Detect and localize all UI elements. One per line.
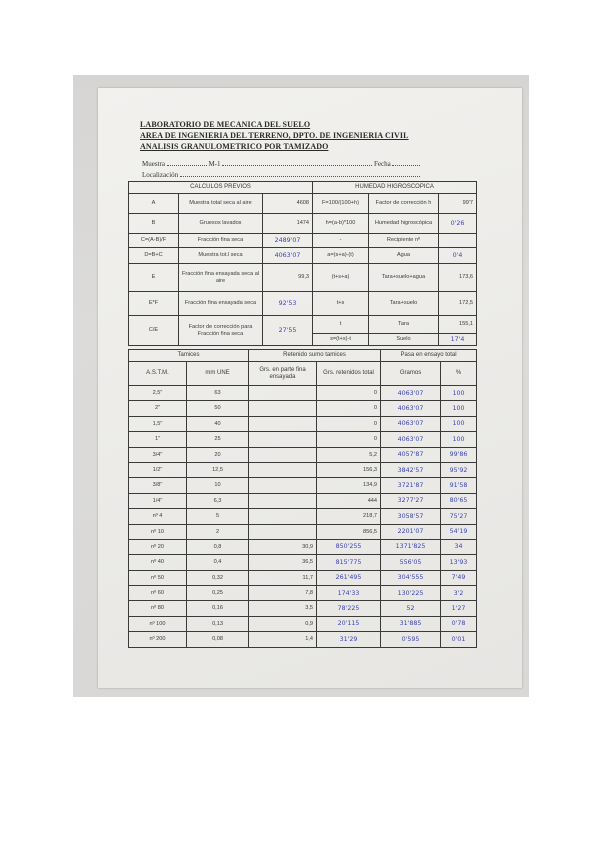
cell-fina [249, 493, 317, 508]
cell-astm: nº 200 [129, 632, 187, 647]
table-row [129, 616, 477, 631]
cell-mm: 0,32 [187, 570, 249, 585]
cell-gramos: 31'885 [381, 616, 441, 631]
table-row [129, 509, 477, 524]
cell-mm: 25 [187, 432, 249, 447]
table-row [129, 555, 477, 570]
calc-key: B [129, 214, 179, 234]
table-row [129, 570, 477, 585]
cell-fina: 0,9 [249, 616, 317, 631]
cell-astm: 2,5" [129, 386, 187, 401]
table-row [129, 539, 477, 554]
calc-desc: Gruesos lavados [179, 214, 263, 234]
cell-gramos: 4063'07 [381, 386, 441, 401]
cell-astm: 3/4" [129, 447, 187, 462]
hum-val: 0'4 [439, 248, 477, 264]
muestra-dots-1 [167, 165, 207, 166]
hum-label: Factor de corrección h [369, 194, 439, 214]
cell-retenido: 444 [317, 493, 381, 508]
col-total: Grs. retenidos total [317, 362, 381, 386]
cell-fina [249, 478, 317, 493]
calculos-previos-table [128, 181, 313, 346]
calc-val: 27'55 [263, 316, 313, 346]
col-mm: mm UNE [187, 362, 249, 386]
hum-formula: a=(s+a)-(t) [313, 248, 369, 264]
cell-pct: 34 [441, 539, 477, 554]
cell-retenido: 174'33 [317, 586, 381, 601]
cell-retenido: 5,2 [317, 447, 381, 462]
calc-val: 2489'07 [263, 234, 313, 248]
table-row [129, 401, 477, 416]
cell-astm: nº 40 [129, 555, 187, 570]
cell-retenido: 261'495 [317, 570, 381, 585]
table-row [129, 416, 477, 431]
col-pasa: Pasa en ensayo total [381, 350, 477, 362]
cell-pct: 100 [441, 432, 477, 447]
cell-mm: 0,4 [187, 555, 249, 570]
cell-mm: 6,3 [187, 493, 249, 508]
cell-retenido: 78'225 [317, 601, 381, 616]
muestra-row [142, 160, 420, 168]
cell-astm: 1,5" [129, 416, 187, 431]
hum-val: 17'4 [439, 334, 477, 346]
cell-pct: 0'01 [441, 632, 477, 647]
cell-fina [249, 509, 317, 524]
calc-key: C/E [129, 316, 179, 346]
cell-astm: 1" [129, 432, 187, 447]
cell-retenido: 31'29 [317, 632, 381, 647]
cell-retenido: 850'255 [317, 539, 381, 554]
cell-mm: 0,25 [187, 586, 249, 601]
calc-title: CALCULOS PREVIOS [129, 182, 313, 194]
cell-gramos: 0'595 [381, 632, 441, 647]
hum-formula: t+s [313, 292, 369, 316]
cell-mm: 12,5 [187, 462, 249, 477]
cell-retenido: 0 [317, 386, 381, 401]
cell-retenido: 218,7 [317, 509, 381, 524]
hum-val: 0'26 [439, 214, 477, 234]
hum-formula: t [313, 316, 369, 334]
table-row [129, 386, 477, 401]
fecha-label: Fecha [374, 160, 391, 168]
table-row [129, 432, 477, 447]
cell-fina [249, 462, 317, 477]
cell-gramos: 4057'87 [381, 447, 441, 462]
cell-gramos: 130'225 [381, 586, 441, 601]
cell-astm: nº 50 [129, 570, 187, 585]
cell-gramos: 3842'57 [381, 462, 441, 477]
table-row [129, 524, 477, 539]
cell-pct: 13'93 [441, 555, 477, 570]
sieve-table [128, 349, 477, 648]
cell-retenido: 0 [317, 416, 381, 431]
cell-fina [249, 432, 317, 447]
cell-retenido: 20'115 [317, 616, 381, 631]
cell-pct: 95'92 [441, 462, 477, 477]
hum-formula: h=(a-b)*100 [313, 214, 369, 234]
hum-val: 155,1 [439, 316, 477, 334]
cell-retenido: 815'775 [317, 555, 381, 570]
cell-fina [249, 416, 317, 431]
cell-pct: 54'19 [441, 524, 477, 539]
cell-fina: 30,9 [249, 539, 317, 554]
cell-astm: 1/4" [129, 493, 187, 508]
cell-pct: 100 [441, 401, 477, 416]
muestra-label: Muestra [142, 160, 165, 168]
calc-desc: Factor de corrección para Fracción fina seca [179, 316, 263, 346]
hum-val [439, 234, 477, 248]
cell-fina: 1,4 [249, 632, 317, 647]
cell-mm: 5 [187, 509, 249, 524]
cell-astm: nº 20 [129, 539, 187, 554]
cell-pct: 0'78 [441, 616, 477, 631]
localizacion-dots [180, 176, 420, 177]
cell-astm: nº 4 [129, 509, 187, 524]
cell-pct: 1'27 [441, 601, 477, 616]
cell-pct: 91'58 [441, 478, 477, 493]
col-gramos: Gramos [381, 362, 441, 386]
cell-mm: 40 [187, 416, 249, 431]
col-retenido: Retenido sumo tamices [249, 350, 381, 362]
cell-pct: 100 [441, 386, 477, 401]
muestra-dots-2 [222, 165, 372, 166]
cell-retenido: 0 [317, 401, 381, 416]
humedad-title: HUMEDAD HIGROSCOPICA [313, 182, 477, 194]
cell-astm: nº 100 [129, 616, 187, 631]
cell-pct: 99'86 [441, 447, 477, 462]
cell-pct: 75'27 [441, 509, 477, 524]
hum-label: Agua [369, 248, 439, 264]
cell-gramos: 52 [381, 601, 441, 616]
calc-val: 1474 [263, 214, 313, 234]
hum-label: Humedad higroscópica [369, 214, 439, 234]
cell-gramos: 3058'57 [381, 509, 441, 524]
table-row [129, 493, 477, 508]
cell-fina [249, 386, 317, 401]
hum-val: 172,5 [439, 292, 477, 316]
hum-label: Tara [369, 316, 439, 334]
calc-desc: Fracción fina seca [179, 234, 263, 248]
calc-key: E*F [129, 292, 179, 316]
hum-val: 173,6 [439, 264, 477, 292]
cell-pct: 100 [441, 416, 477, 431]
cell-astm: 2" [129, 401, 187, 416]
cell-fina [249, 447, 317, 462]
hum-formula: (t+s+a) [313, 264, 369, 292]
cell-pct: 3'2 [441, 586, 477, 601]
calc-key: A [129, 194, 179, 214]
hum-label: Suelo [369, 334, 439, 346]
header-line-2: AREA DE INGENIERIA DEL TERRENO, DPTO. DE INGENIERIA CIVIL [140, 131, 409, 140]
cell-fina: 7,8 [249, 586, 317, 601]
hum-label: Tara+suelo+agua [369, 264, 439, 292]
cell-fina: 36,5 [249, 555, 317, 570]
cell-gramos: 4063'07 [381, 432, 441, 447]
cell-retenido: 156,3 [317, 462, 381, 477]
cell-mm: 50 [187, 401, 249, 416]
cell-gramos: 1371'825 [381, 539, 441, 554]
cell-gramos: 3277'27 [381, 493, 441, 508]
cell-gramos: 4063'07 [381, 401, 441, 416]
cell-mm: 0,16 [187, 601, 249, 616]
calc-key: E [129, 264, 179, 292]
cell-mm: 0,13 [187, 616, 249, 631]
cell-retenido: 856,5 [317, 524, 381, 539]
calc-val: 99,3 [263, 264, 313, 292]
calc-desc: Fracción fina ensayada seca [179, 292, 263, 316]
header-line-3: ANALISIS GRANULOMETRICO POR TAMIZADO [140, 142, 329, 151]
table-row [129, 447, 477, 462]
calc-desc: Muestra tot.l seca [179, 248, 263, 264]
calc-val: 92'53 [263, 292, 313, 316]
cell-pct: 7'49 [441, 570, 477, 585]
calc-desc: Fracción fina ensayada seca al aire [179, 264, 263, 292]
cell-astm: 3/8" [129, 478, 187, 493]
table-row [129, 632, 477, 647]
cell-mm: 2 [187, 524, 249, 539]
cell-mm: 20 [187, 447, 249, 462]
cell-mm: 0,8 [187, 539, 249, 554]
hum-formula: F=100/(100+h) [313, 194, 369, 214]
cell-fina [249, 401, 317, 416]
table-row [129, 601, 477, 616]
header-line-1: LABORATORIO DE MECANICA DEL SUELO [140, 120, 311, 129]
col-tamices: Tamices [129, 350, 249, 362]
cell-mm: 10 [187, 478, 249, 493]
table-row [129, 478, 477, 493]
cell-pct: 80'65 [441, 493, 477, 508]
col-fina: Grs. en parte fina ensayada [249, 362, 317, 386]
cell-mm: 0,08 [187, 632, 249, 647]
cell-gramos: 4063'07 [381, 416, 441, 431]
cell-astm: nº 10 [129, 524, 187, 539]
calc-desc: Muestra total seca al aire [179, 194, 263, 214]
hum-formula: - [313, 234, 369, 248]
cell-gramos: 304'555 [381, 570, 441, 585]
calc-key: C=(A-B)/F [129, 234, 179, 248]
humedad-table [312, 181, 477, 346]
cell-fina [249, 524, 317, 539]
cell-astm: 1/2" [129, 462, 187, 477]
cell-mm: 63 [187, 386, 249, 401]
cell-astm: nº 60 [129, 586, 187, 601]
calc-val: 4063'07 [263, 248, 313, 264]
table-row [129, 462, 477, 477]
cell-gramos: 556'05 [381, 555, 441, 570]
hum-label: Recipiente nº [369, 234, 439, 248]
hum-label: Tara+suelo [369, 292, 439, 316]
cell-retenido: 0 [317, 432, 381, 447]
cell-gramos: 2201'07 [381, 524, 441, 539]
col-pct: % [441, 362, 477, 386]
calc-val: 4608 [263, 194, 313, 214]
muestra-value: M-1 [208, 160, 221, 168]
localizacion-row [142, 171, 420, 179]
col-astm: A.S.T.M. [129, 362, 187, 386]
hum-val: 99'7 [439, 194, 477, 214]
localizacion-label: Localización [142, 171, 179, 179]
hum-formula: s=(t+s)-t [313, 334, 369, 346]
cell-gramos: 3721'87 [381, 478, 441, 493]
calc-key: D=B+C [129, 248, 179, 264]
cell-fina: 11,7 [249, 570, 317, 585]
cell-astm: nº 80 [129, 601, 187, 616]
cell-fina: 3,5 [249, 601, 317, 616]
cell-retenido: 134,9 [317, 478, 381, 493]
fecha-dots [392, 165, 420, 166]
table-row [129, 586, 477, 601]
